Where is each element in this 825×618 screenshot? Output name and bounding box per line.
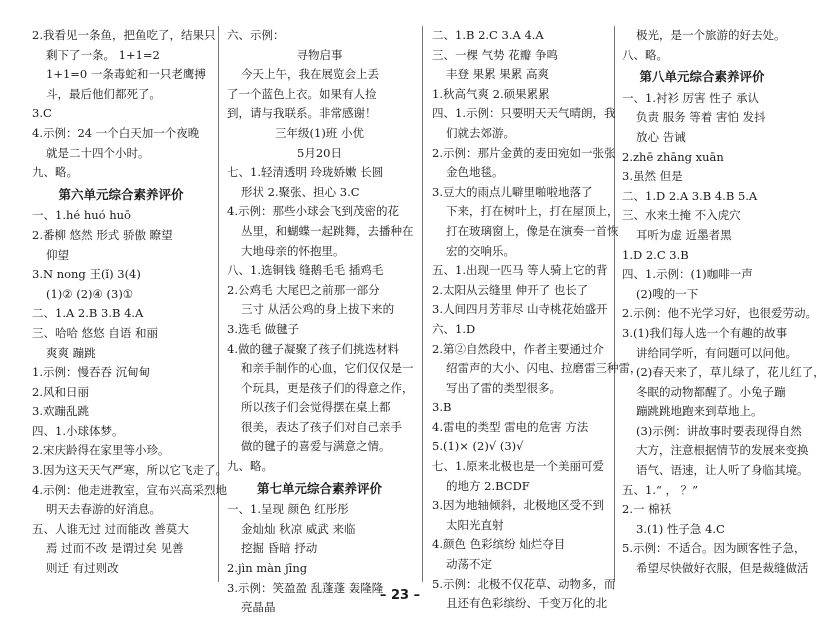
answer-line: 大方，注意根据情节的发展来变换 <box>636 443 809 458</box>
answer-line: 金灿灿 秋凉 威武 来临 <box>241 521 356 536</box>
answer-line: 所以孩子们会觉得摆在桌上都 <box>241 400 391 415</box>
answer-line: 四、1.小球体梦。 <box>32 423 124 438</box>
answer-line: 金色地毯。 <box>446 165 504 180</box>
answer-line: 3.欢蹦乱跳 <box>32 404 89 419</box>
answer-line: 一、1.hé huó huō <box>32 208 131 223</box>
answer-line: 三、一棵 气势 花瓣 争鸣 <box>432 47 558 62</box>
answer-line: 打在玻璃窗上，像是在演奏一首恢 <box>446 223 619 238</box>
answer-line: 六、1.D <box>432 321 476 336</box>
answer-line: 宏的交响乐。 <box>446 243 515 258</box>
answer-line: 七、1.轻清透明 玲珑娇嫩 长圆 <box>227 165 384 180</box>
answer-line: 写出了雷的类型很多。 <box>446 380 561 395</box>
answer-line: 2.示例：他不光学习好，也很爱劳动。 <box>622 306 817 321</box>
answer-line: 1.秋高气爽 2.硕果累累 <box>432 86 550 101</box>
answer-line: 今天上午，我在展览会上丢 <box>241 67 379 82</box>
answer-line: 八、略。 <box>622 47 668 62</box>
answer-line: 亮晶晶 <box>241 600 276 615</box>
answer-line: 和亲手制作的心血，它们仅仅是一 <box>241 361 414 376</box>
answer-line: (3)示例：讲故事时要表现得自然 <box>636 423 802 438</box>
answer-line: 寻物启事 <box>296 47 343 62</box>
answer-column-4 <box>622 26 825 579</box>
answer-line: 2.zhē zhāng xuān <box>622 149 724 164</box>
page-number: – 23 – <box>379 588 421 603</box>
answer-line: 则迁 有过则改 <box>46 561 119 576</box>
answer-line: (2)春天来了，草儿绿了，花儿红了， <box>636 365 825 380</box>
answer-line: 绍雷声的大小、闪电、拉磨雷三种雷， <box>446 361 642 376</box>
answer-line: 三年级(1)班 小优 <box>275 125 364 140</box>
answer-line: 3.N nong 王(ǐ) 3(4) <box>32 267 141 282</box>
answer-line: 下来，打在树叶上，打在屋顶上， <box>446 204 619 219</box>
answer-line: 3.虽然 但是 <box>622 169 683 184</box>
answer-line: 三、水来土掩 不入虎穴 <box>622 208 741 223</box>
answer-line: 四、1.示例：只要明天天气晴朗，我 <box>432 106 616 121</box>
answer-line: 仰望 <box>46 247 69 262</box>
answer-line: 3.(1) 性子急 4.C <box>636 521 725 536</box>
answer-line: 3.人间四月芳菲尽 山寺桃花始盛开 <box>432 302 608 317</box>
answer-line: 动荡不定 <box>446 557 492 572</box>
answer-line: 三、哈哈 悠悠 自语 和丽 <box>32 325 158 340</box>
section-title: 第六单元综合素养评价 <box>58 186 184 202</box>
answer-line: 1.D 2.C 3.B <box>622 247 689 262</box>
answer-line: 2.一 棉袄 <box>622 502 672 517</box>
answer-line: 斗，最后他们都死了。 <box>46 86 161 101</box>
answer-line: 二、1.D 2.A 3.B 4.B 5.A <box>622 188 758 203</box>
answer-line: 的地方 2.BCDF <box>446 478 530 493</box>
answer-line: 了一个蓝色上衣。如果有人捡 <box>227 86 377 101</box>
column-divider <box>218 26 219 582</box>
answer-line: 三寸 从活公鸡的身上拔下来的 <box>241 302 395 317</box>
answer-line: 八、1.选铜钱 缝鹅毛毛 插鸡毛 <box>227 263 384 278</box>
answer-line: 4.示例：他走进教室，宣布兴高采烈地 <box>32 482 227 497</box>
answer-line: 丰登 果累 果累 高爽 <box>446 67 549 82</box>
answer-column-3 <box>432 26 642 614</box>
answer-line: 二、1.B 2.C 3.A 4.A <box>432 28 544 42</box>
answer-column-1 <box>32 26 227 579</box>
answer-line: 5月20日 <box>297 145 342 160</box>
answer-line: 语气、语速，让人听了身临其境。 <box>636 463 809 478</box>
answer-line: 2.第②自然段中，作者主要通过介 <box>432 341 604 356</box>
answer-line: 4.示例：那些小球会飞到茂密的花 <box>227 204 399 219</box>
answer-line: 极光，是一个旅游的好去处。 <box>636 28 786 42</box>
answer-line: 5.示例：北极不仅花草、动物多，而 <box>432 576 616 591</box>
answer-line: 二、1.A 2.B 3.B 4.A <box>32 306 144 321</box>
answer-line: 五、1.出现一匹马 等人骑上它的背 <box>432 263 608 278</box>
answer-line: 六、示例： <box>227 28 285 42</box>
section-title: 第七单元综合素养评价 <box>256 480 382 496</box>
answer-line: 3.C <box>32 106 52 121</box>
answer-line: 4.雷电的类型 雷电的危害 方法 <box>432 419 589 434</box>
answer-line: 4.颜色 色彩缤纷 灿烂夺目 <box>432 537 566 552</box>
answer-line: 2.jìn màn jīng <box>227 561 308 576</box>
section-title: 第八单元综合素养评价 <box>639 69 765 85</box>
answer-line: 到，请与我联系。非常感谢！ <box>227 106 377 121</box>
answer-line: 耳听为虚 近墨者黑 <box>636 227 732 242</box>
answer-line: 3.豆大的雨点儿噼里啪啦地落了 <box>432 184 593 199</box>
answer-line: 太阳光直射 <box>446 517 504 532</box>
answer-line: 2.番柳 悠然 形式 骄傲 瞭望 <box>32 227 173 242</box>
answer-line: 明天去春游的好消息。 <box>46 502 161 517</box>
answer-line: 5.(1)× (2)√ (3)√ <box>432 439 524 454</box>
answer-line: 五、人谁无过 过而能改 善莫大 <box>32 521 189 536</box>
answer-line: 丛里，和蝴蝶一起跳舞，去播种在 <box>241 223 414 238</box>
answer-line: 3.示例：笑盈盈 乱蓬蓬 轰隆隆 <box>227 580 384 595</box>
answer-line: 很美，表达了孩子们对自己亲手 <box>241 419 402 434</box>
answer-line: 个玩具，更是孩子们的得意之作， <box>241 380 414 395</box>
answer-line: 2.示例：那片金黄的麦田宛如一张张 <box>432 145 616 160</box>
column-divider <box>422 26 423 582</box>
answer-line: 2.太阳从云缝里 伸开了 也长了 <box>432 282 589 297</box>
answer-line: 讲给同学听，有问题可以问他。 <box>636 345 797 360</box>
answer-line: (2)嗖的一下 <box>636 286 699 301</box>
answer-line: 5.示例：不适合。因为顾客性子急， <box>622 541 806 556</box>
answer-line: 4.示例：24 一个白天加一个夜晚 <box>32 125 200 140</box>
answer-line: 爽爽 蹦跳 <box>46 345 96 360</box>
answer-line: 希望尽快做好衣服，但是裁缝做活 <box>636 561 809 576</box>
answer-line: 四、1.示例：(1)咖啡一声 <box>622 267 753 282</box>
answer-line: 3.选毛 做毽子 <box>227 321 300 336</box>
answer-line: 4.做的毽子凝聚了孩子们挑选材料 <box>227 341 399 356</box>
answer-line: 大地母亲的怀抱里。 <box>241 243 345 258</box>
answer-column-2 <box>227 26 412 618</box>
answer-line: (1)② (2)④ (3)① <box>46 286 134 301</box>
answer-line: 蹦跳跳地跑来到草地上。 <box>636 404 763 419</box>
answer-line: 2.我看见一条鱼，把鱼吃了，结果只 <box>32 28 216 42</box>
answer-line: 冬眠的动物都醒了。小兔子蹦 <box>636 384 786 399</box>
answer-line: 1.示例：慢吞吞 沉甸甸 <box>32 365 151 380</box>
answer-line: 放心 告诫 <box>636 129 686 144</box>
answer-line: 一、1.衬衫 厉害 性子 承认 <box>622 90 759 105</box>
answer-line: 焉 过而不改 是谓过矣 见善 <box>46 541 184 556</box>
answer-line: 九、略。 <box>32 165 78 180</box>
answer-line: 九、略。 <box>227 459 273 474</box>
answer-line: 2.公鸡毛 大尾巴之前那一部分 <box>227 282 380 297</box>
answer-line: 2.风和日丽 <box>32 384 89 399</box>
answer-line: 1+1=0 一条毒蛇和一只老鹰搏 <box>46 67 206 82</box>
answer-line: 负责 服务 等着 害怕 发抖 <box>636 110 766 125</box>
answer-line: 挖掘 昏暗 抒动 <box>241 541 318 556</box>
answer-line: 们就去郊游。 <box>446 125 515 140</box>
answer-line: 七、1.原来北极也是一个美丽可爱 <box>432 459 604 474</box>
answer-line: 一、1.呈现 颜色 红彤彤 <box>227 502 349 517</box>
answer-line: 剩下了一条。 1+1=2 <box>46 47 160 62</box>
answer-line: 3.(1)我们每人选一个有趣的故事 <box>622 325 788 340</box>
answer-line: 形状 2.聚张、担心 3.C <box>241 184 360 199</box>
answer-line: 3.因为地轴倾斜，北极地区受不到 <box>432 498 604 513</box>
answer-line: 五、1.“ ， ？” <box>622 482 699 497</box>
answer-line: 2.宋庆龄得在家里等小珍。 <box>32 443 170 458</box>
answer-line: 且还有色彩缤纷、千变万化的北 <box>446 596 607 611</box>
answer-line: 做的毽子的喜爱与满意之情。 <box>241 439 391 454</box>
answer-line: 3.B <box>432 400 452 415</box>
answer-line: 就是二十四个小时。 <box>46 145 150 160</box>
answer-line: 3.因为这天天气严寒，所以它飞走了。 <box>32 463 227 478</box>
